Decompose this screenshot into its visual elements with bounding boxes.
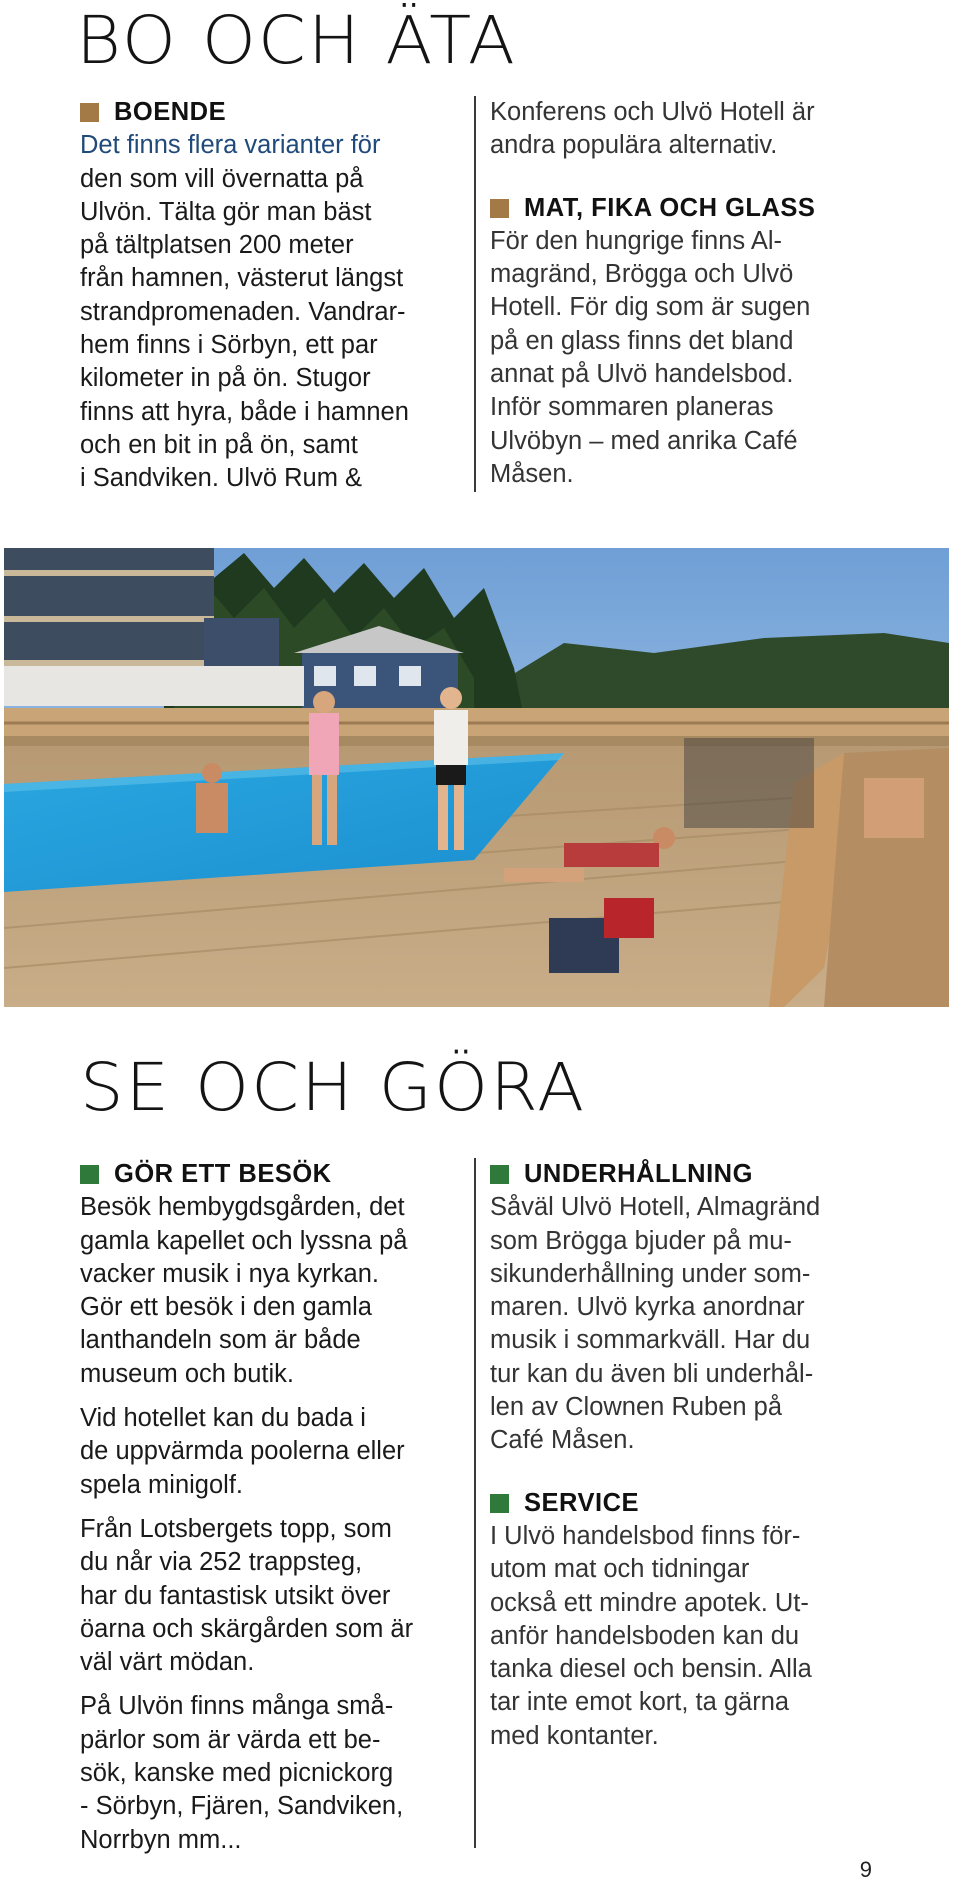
intro-line: andra populära alternativ. [490, 131, 778, 160]
besok-line: Besök hembygdsgården, det [80, 1193, 405, 1222]
besok-line: öarna och skärgården som är [80, 1614, 414, 1643]
service-line: också ett mindre apotek. Ut- [490, 1588, 809, 1617]
page-number: 9 [859, 1857, 872, 1882]
heading-boende: BOENDE [80, 96, 465, 129]
mat-line: annat på Ulvö handelsbod. [490, 360, 794, 389]
section-title-bo-och-ata: BO OCH ÄTA [76, 2, 517, 79]
service-line: I Ulvö handelsbod finns för- [490, 1521, 801, 1550]
service-line: utom mat och tidningar [490, 1555, 750, 1584]
green-square-icon [490, 1165, 509, 1184]
besok-line: väl värt mödan. [80, 1648, 255, 1677]
intro-line: Konferens och Ulvö Hotell är [490, 98, 815, 126]
boende-line: kilometer in på ön. Stugor [80, 364, 371, 393]
column-underhallning-service [490, 1158, 890, 1753]
boende-line: finns att hyra, både i hamnen [80, 397, 409, 426]
mat-line: För den hungrige finns Al- [490, 226, 783, 255]
boende-line: i Sandviken. Ulvö Rum & [80, 464, 363, 493]
service-line: anför handelsboden kan du [490, 1621, 800, 1650]
heading-service: SERVICE [490, 1487, 890, 1520]
underhallning-line: tur kan du även bli underhål- [490, 1359, 814, 1388]
mat-line: Ulvöbyn – med anrika Café [490, 426, 798, 455]
service-line: tanka diesel och bensin. Alla [490, 1655, 812, 1684]
besok-line: På Ulvön finns många små- [80, 1692, 394, 1721]
besok-line: vacker musik i nya kyrkan. [80, 1259, 380, 1288]
section-title-se-och-gora: SE OCH GÖRA [80, 1049, 587, 1126]
heading-underhallning: UNDERHÅLLNING [490, 1158, 890, 1191]
boende-line: och en bit in på ön, samt [80, 430, 358, 459]
besok-line: sök, kanske med picnickorg [80, 1759, 394, 1788]
mat-line: Inför sommaren planeras [490, 393, 774, 422]
underhallning-line: len av Clownen Ruben på [490, 1393, 783, 1422]
boende-line: den som vill övernatta på [80, 164, 364, 193]
underhallning-line: Såväl Ulvö Hotell, Almagränd [490, 1193, 821, 1222]
column-besok [80, 1158, 470, 1857]
underhallning-line: som Brögga bjuder på mu- [490, 1226, 792, 1255]
pool-photo [4, 548, 949, 1007]
underhallning-line: Café Måsen. [490, 1426, 635, 1455]
green-square-icon [80, 1165, 99, 1184]
boende-line: hem finns i Sörbyn, ett par [80, 331, 378, 360]
mat-line: Hotell. För dig som är sugen [490, 293, 811, 322]
heading-mat-fika-och-glass: MAT, FIKA OCH GLASS [490, 192, 890, 225]
besok-line: pärlor som är värda ett be- [80, 1725, 381, 1754]
boende-line: på tältplatsen 200 meter [80, 231, 354, 260]
boende-line: Ulvön. Tälta gör man bäst [80, 197, 372, 226]
besok-line: har du fantastisk utsikt över [80, 1581, 391, 1610]
besok-line: Gör ett besök i den gamla [80, 1293, 372, 1322]
besok-line: - Sörbyn, Fjären, Sandviken, [80, 1792, 404, 1821]
underhallning-line: musik i sommarkväll. Har du [490, 1326, 811, 1355]
service-line: med kontanter. [490, 1721, 659, 1750]
green-square-icon [490, 1494, 509, 1513]
boende-line: från hamnen, västerut längst [80, 264, 404, 293]
column-divider [474, 1158, 476, 1848]
column-mat [490, 96, 890, 491]
besok-line: lanthandeln som är både [80, 1326, 361, 1355]
besok-line: spela minigolf. [80, 1470, 243, 1499]
underhallning-line: maren. Ulvö kyrka anordnar [490, 1293, 805, 1322]
mat-line: Måsen. [490, 459, 574, 488]
besok-line: Från Lotsbergets topp, som [80, 1514, 392, 1543]
besok-line: museum och butik. [80, 1359, 295, 1388]
mat-line: magränd, Brögga och Ulvö [490, 260, 794, 289]
underhallning-line: sikunderhållning under som- [490, 1259, 811, 1288]
besok-line: gamla kapellet och lyssna på [80, 1226, 408, 1255]
column-divider [474, 96, 476, 492]
service-line: tar inte emot kort, ta gärna [490, 1688, 790, 1717]
besok-line: de uppvärmda poolerna eller [80, 1437, 405, 1466]
boende-line: strandpromenaden. Vandrar- [80, 297, 406, 326]
besok-line: du når via 252 trappsteg, [80, 1548, 363, 1577]
besok-line: Norrbyn mm... [80, 1825, 242, 1854]
heading-gor-ett-besok: GÖR ETT BESÖK [80, 1158, 470, 1191]
brown-square-icon [490, 199, 509, 218]
mat-line: på en glass finns det bland [490, 326, 794, 355]
besok-line: Vid hotellet kan du bada i [80, 1404, 366, 1433]
boende-line: Det finns flera varianter för [80, 131, 381, 160]
column-boende [80, 96, 465, 496]
brown-square-icon [80, 103, 99, 122]
